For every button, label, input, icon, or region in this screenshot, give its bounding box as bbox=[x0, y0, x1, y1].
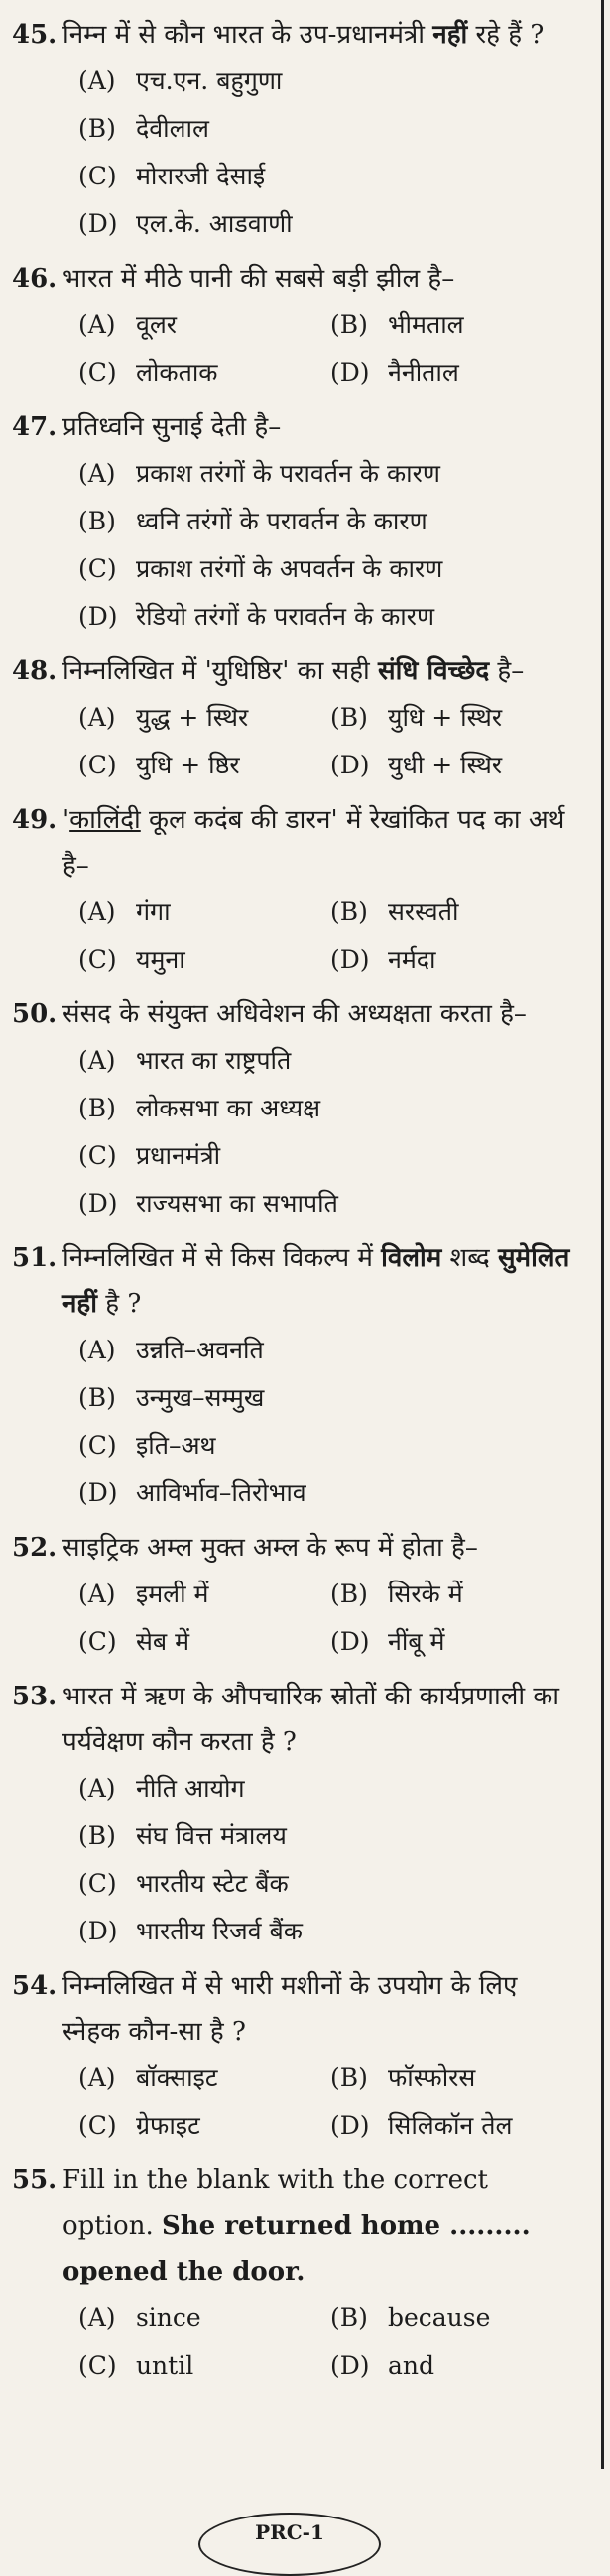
question-text-part: कूल कदंब की डारन' में रेखांकित पद का अर्थ है– bbox=[62, 805, 565, 880]
question-48 bbox=[0, 648, 590, 789]
option-a bbox=[78, 1327, 582, 1374]
option-b bbox=[330, 301, 582, 349]
option-label: (B) bbox=[330, 2303, 368, 2332]
question-49 bbox=[0, 797, 590, 984]
option-text: रेडियो तरंगों के परावर्तन के कारण bbox=[135, 602, 435, 631]
question-text bbox=[62, 1674, 582, 1765]
option-text: इति–अथ bbox=[135, 1431, 216, 1460]
option-text: because bbox=[387, 2303, 491, 2332]
option-row bbox=[78, 2102, 582, 2150]
option-row bbox=[78, 1571, 582, 1618]
question-text bbox=[62, 405, 582, 450]
question-text bbox=[62, 1525, 582, 1571]
option-text: प्रधानमंत्री bbox=[135, 1141, 221, 1170]
option-label: (D) bbox=[330, 2111, 370, 2140]
question-text-part: प्रतिध्वनि सुनाई देती है– bbox=[62, 412, 282, 442]
options bbox=[62, 2294, 582, 2390]
question-text bbox=[62, 992, 582, 1037]
question-page bbox=[0, 12, 590, 2398]
option-text: लोकताक bbox=[135, 358, 218, 387]
option-text: लोकसभा का अध्यक्ष bbox=[135, 1094, 321, 1122]
option-a bbox=[78, 301, 330, 349]
option-text: वूलर bbox=[135, 310, 178, 339]
options bbox=[62, 1765, 582, 1955]
option-text: नर्मदा bbox=[387, 945, 436, 974]
option-text: भारतीय स्टेट बैंक bbox=[135, 1869, 289, 1898]
option-text: सरस्वती bbox=[387, 897, 459, 926]
option-label: (B) bbox=[330, 2063, 368, 2092]
question-text-part: भारत में ऋण के औपचारिक स्रोतों की कार्यप्रणाली का पर्यवेक्षण कौन करता है ? bbox=[62, 1682, 560, 1757]
option-label: (C) bbox=[78, 358, 117, 387]
option-b bbox=[330, 2054, 582, 2102]
option-d bbox=[78, 593, 582, 641]
option-b bbox=[78, 105, 582, 153]
question-text-part: नहीं bbox=[432, 20, 468, 50]
option-label: (A) bbox=[78, 703, 116, 732]
option-d bbox=[330, 936, 582, 984]
option-label: (B) bbox=[78, 1821, 116, 1850]
option-label: (D) bbox=[330, 1627, 370, 1656]
question-text-part: Fill in the blank with the correct option. bbox=[62, 2166, 488, 2241]
question-text-part: सुमेलित नहीं bbox=[62, 1243, 570, 1319]
option-text: ग्रेफाइट bbox=[135, 2111, 200, 2140]
option-label: (C) bbox=[78, 751, 117, 779]
question-number: 55. bbox=[12, 2166, 58, 2195]
option-b bbox=[78, 498, 582, 545]
option-text: गंगा bbox=[135, 897, 171, 926]
option-text: until bbox=[135, 2351, 194, 2380]
option-d bbox=[330, 2102, 582, 2150]
option-label: (A) bbox=[78, 66, 116, 95]
option-a bbox=[78, 1571, 330, 1618]
option-b bbox=[330, 694, 582, 742]
question-text bbox=[62, 1235, 582, 1327]
option-label: (C) bbox=[78, 1627, 117, 1656]
option-label: (D) bbox=[78, 1189, 118, 1218]
option-row bbox=[78, 694, 582, 742]
option-row bbox=[78, 2342, 582, 2390]
question-text bbox=[62, 1963, 582, 2054]
option-d bbox=[78, 1908, 582, 1955]
option-label: (C) bbox=[78, 162, 117, 190]
question-text-part: ' bbox=[62, 805, 70, 835]
question-46 bbox=[0, 256, 590, 397]
option-label: (D) bbox=[78, 1917, 118, 1945]
question-45 bbox=[0, 12, 590, 248]
options bbox=[62, 1327, 582, 1517]
option-row bbox=[78, 742, 582, 789]
options bbox=[62, 888, 582, 984]
option-c bbox=[78, 2102, 330, 2150]
option-d bbox=[330, 349, 582, 397]
option-label: (C) bbox=[78, 1141, 117, 1170]
option-b bbox=[78, 1374, 582, 1422]
option-row bbox=[78, 1618, 582, 1666]
option-c bbox=[78, 1422, 582, 1469]
option-text: and bbox=[387, 2351, 434, 2380]
question-number: 45. bbox=[12, 20, 58, 50]
question-text-part: है– bbox=[489, 656, 525, 686]
option-label: (A) bbox=[78, 2303, 116, 2332]
question-number: 49. bbox=[12, 805, 58, 835]
question-51 bbox=[0, 1235, 590, 1517]
option-text: प्रकाश तरंगों के परावर्तन के कारण bbox=[135, 459, 440, 488]
option-a bbox=[78, 2294, 330, 2342]
options bbox=[62, 450, 582, 641]
question-text-part: She returned home ......... opened the door. bbox=[62, 2211, 531, 2286]
option-row bbox=[78, 349, 582, 397]
question-number: 53. bbox=[12, 1682, 58, 1711]
option-text: देवीलाल bbox=[135, 114, 209, 143]
option-d bbox=[78, 1469, 582, 1517]
option-label: (A) bbox=[78, 897, 116, 926]
options bbox=[62, 2054, 582, 2150]
option-text: यमुना bbox=[135, 945, 185, 974]
page-footer-badge: PRC-1 bbox=[198, 2513, 381, 2576]
option-text: उन्नति–अवनति bbox=[135, 1336, 264, 1364]
option-text: ध्वनि तरंगों के परावर्तन के कारण bbox=[135, 507, 427, 535]
option-c bbox=[78, 1132, 582, 1180]
option-a bbox=[78, 694, 330, 742]
option-b bbox=[330, 2294, 582, 2342]
question-55 bbox=[0, 2158, 590, 2390]
option-text: युधि + ष्ठिर bbox=[135, 751, 240, 779]
options bbox=[62, 694, 582, 789]
option-text: फॉस्फोरस bbox=[387, 2063, 476, 2092]
question-number: 50. bbox=[12, 999, 58, 1029]
question-47 bbox=[0, 405, 590, 641]
right-column-rule bbox=[601, 0, 604, 2469]
question-number: 52. bbox=[12, 1533, 58, 1563]
option-text: since bbox=[135, 2303, 201, 2332]
option-row bbox=[78, 2294, 582, 2342]
option-text: युधि + स्थिर bbox=[387, 703, 503, 732]
option-text: प्रकाश तरंगों के अपवर्तन के कारण bbox=[135, 554, 443, 583]
question-text-part: रहे हैं ? bbox=[467, 20, 545, 50]
question-53 bbox=[0, 1674, 590, 1955]
option-d bbox=[330, 1618, 582, 1666]
question-text-part: शब्द bbox=[441, 1243, 498, 1273]
option-c bbox=[78, 349, 330, 397]
question-number: 51. bbox=[12, 1243, 58, 1273]
option-label: (C) bbox=[78, 2111, 117, 2140]
question-54 bbox=[0, 1963, 590, 2150]
question-50 bbox=[0, 992, 590, 1228]
option-label: (D) bbox=[330, 358, 370, 387]
option-text: सेब में bbox=[135, 1627, 190, 1656]
option-label: (A) bbox=[78, 459, 116, 488]
option-text: युद्ध + स्थिर bbox=[135, 703, 249, 732]
question-text-part: विलोम bbox=[381, 1243, 442, 1273]
question-text bbox=[62, 12, 582, 58]
question-text-part: संधि विच्छेद bbox=[378, 656, 490, 686]
option-label: (C) bbox=[78, 945, 117, 974]
option-c bbox=[78, 742, 330, 789]
option-text: उन्मुख–सम्मुख bbox=[135, 1383, 265, 1412]
option-a bbox=[78, 2054, 330, 2102]
question-number: 54. bbox=[12, 1971, 58, 2001]
option-label: (B) bbox=[330, 310, 368, 339]
option-label: (B) bbox=[330, 703, 368, 732]
option-a bbox=[78, 1765, 582, 1813]
option-text: मोरारजी देसाई bbox=[135, 162, 266, 190]
option-label: (C) bbox=[78, 554, 117, 583]
question-text-part: भारत में मीठे पानी की सबसे बड़ी झील है– bbox=[62, 264, 455, 293]
options bbox=[62, 1037, 582, 1228]
option-d bbox=[330, 2342, 582, 2390]
option-label: (C) bbox=[78, 1869, 117, 1898]
option-label: (D) bbox=[330, 945, 370, 974]
question-text-part: संसद के संयुक्त अधिवेशन की अध्यक्षता करता है– bbox=[62, 999, 527, 1029]
option-label: (B) bbox=[78, 1383, 116, 1412]
option-text: संघ वित्त मंत्रालय bbox=[135, 1821, 287, 1850]
question-text bbox=[62, 797, 582, 888]
option-text: भारत का राष्ट्रपति bbox=[135, 1046, 292, 1075]
option-b bbox=[78, 1085, 582, 1132]
option-row bbox=[78, 2054, 582, 2102]
question-text-part: निम्नलिखित में से किस विकल्प में bbox=[62, 1243, 382, 1273]
option-label: (A) bbox=[78, 2063, 116, 2092]
option-c bbox=[78, 936, 330, 984]
question-number: 48. bbox=[12, 656, 58, 686]
option-b bbox=[330, 1571, 582, 1618]
option-text: इमली में bbox=[135, 1580, 209, 1608]
option-text: सिरके में bbox=[387, 1580, 463, 1608]
question-text bbox=[62, 2158, 582, 2294]
option-label: (C) bbox=[78, 1431, 117, 1460]
option-a bbox=[78, 58, 582, 105]
option-label: (D) bbox=[78, 209, 118, 238]
option-label: (D) bbox=[78, 1478, 118, 1507]
option-text: नीति आयोग bbox=[135, 1774, 245, 1803]
option-text: एल.के. आडवाणी bbox=[135, 209, 293, 238]
option-text: भीमताल bbox=[387, 310, 464, 339]
options bbox=[62, 58, 582, 248]
option-label: (D) bbox=[330, 2351, 370, 2380]
option-text: बॉक्साइट bbox=[135, 2063, 218, 2092]
option-c bbox=[78, 1860, 582, 1908]
option-label: (D) bbox=[330, 751, 370, 779]
option-c bbox=[78, 2342, 330, 2390]
option-d bbox=[78, 200, 582, 248]
option-label: (C) bbox=[78, 2351, 117, 2380]
option-label: (B) bbox=[78, 114, 116, 143]
option-c bbox=[78, 1618, 330, 1666]
option-b bbox=[78, 1813, 582, 1860]
option-label: (A) bbox=[78, 310, 116, 339]
question-52 bbox=[0, 1525, 590, 1666]
option-text: आविर्भाव–तिरोभाव bbox=[135, 1478, 306, 1507]
question-number: 46. bbox=[12, 264, 58, 293]
option-a bbox=[78, 888, 330, 936]
option-a bbox=[78, 450, 582, 498]
option-text: नींबू में bbox=[387, 1627, 445, 1656]
option-text: भारतीय रिजर्व बैंक bbox=[135, 1917, 303, 1945]
option-label: (A) bbox=[78, 1046, 116, 1075]
option-label: (B) bbox=[330, 1580, 368, 1608]
option-d bbox=[330, 742, 582, 789]
option-c bbox=[78, 153, 582, 200]
option-label: (A) bbox=[78, 1580, 116, 1608]
option-text: सिलिकॉन तेल bbox=[387, 2111, 513, 2140]
option-text: युधी + स्थिर bbox=[387, 751, 503, 779]
option-text: राज्यसभा का सभापति bbox=[135, 1189, 338, 1218]
option-row bbox=[78, 888, 582, 936]
option-d bbox=[78, 1180, 582, 1228]
option-text: नैनीताल bbox=[387, 358, 459, 387]
question-text-part: निम्नलिखित में से भारी मशीनों के उपयोग के लिए स्नेहक कौन-सा है ? bbox=[62, 1971, 518, 2047]
option-label: (B) bbox=[78, 1094, 116, 1122]
option-label: (B) bbox=[330, 897, 368, 926]
option-c bbox=[78, 545, 582, 593]
question-text bbox=[62, 256, 582, 301]
option-a bbox=[78, 1037, 582, 1085]
option-row bbox=[78, 936, 582, 984]
option-label: (B) bbox=[78, 507, 116, 535]
question-text-part: कालिंदी bbox=[69, 805, 141, 835]
question-text-part: साइट्रिक अम्ल मुक्त अम्ल के रूप में होता है– bbox=[62, 1533, 478, 1563]
option-label: (A) bbox=[78, 1774, 116, 1803]
option-label: (A) bbox=[78, 1336, 116, 1364]
question-text bbox=[62, 648, 582, 694]
question-text-part: निम्न में से कौन भारत के उप-प्रधानमंत्री bbox=[62, 20, 433, 50]
option-b bbox=[330, 888, 582, 936]
option-row bbox=[78, 301, 582, 349]
question-text-part: निम्नलिखित में 'युधिष्ठिर' का सही bbox=[62, 656, 379, 686]
question-text-part: है ? bbox=[96, 1289, 142, 1319]
question-number: 47. bbox=[12, 412, 58, 442]
options bbox=[62, 301, 582, 397]
options bbox=[62, 1571, 582, 1666]
option-label: (D) bbox=[78, 602, 118, 631]
option-text: एच.एन. बहुगुणा bbox=[135, 66, 283, 95]
